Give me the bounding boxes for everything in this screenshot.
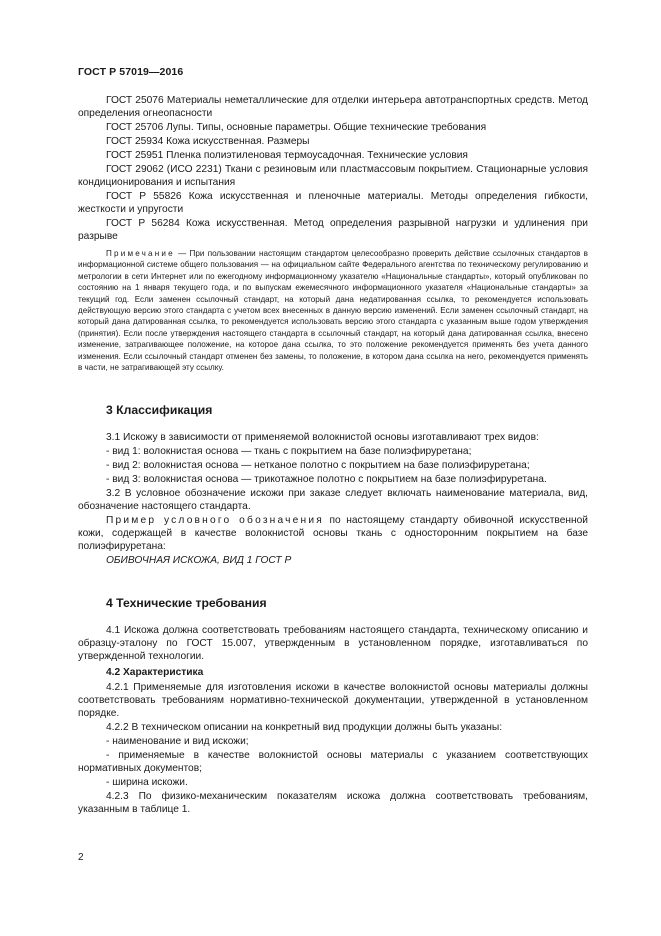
reference-item: ГОСТ 29062 (ИСО 2231) Ткани с резиновым или пластмассовым покрытием. Стационарные условия кондиционирования и испытания bbox=[78, 164, 588, 188]
list-item: - вид 2: волокнистая основа — нетканое полотно с покрытием на базе полиэфируретана; bbox=[106, 460, 530, 472]
page-content bbox=[78, 94, 588, 817]
subsection-4-2-heading: 4.2 Характеристика bbox=[106, 667, 204, 679]
paragraph-3-1: 3.1 Искожу в зависимости от применяемой волокнистой основы изготавливают трех видов: bbox=[106, 432, 539, 444]
reference-item: ГОСТ 25076 Материалы неметаллические для отделки интерьера автотранспортных средств. Метод определения огнеопасности bbox=[78, 95, 588, 119]
note-paragraph bbox=[78, 248, 588, 373]
reference-item: ГОСТ 25951 Пленка полиэтиленовая термоусадочная. Технические условия bbox=[106, 150, 468, 161]
reference-item: ГОСТ 25934 Кожа искусственная. Размеры bbox=[106, 136, 310, 147]
reference-item: ГОСТ Р 55826 Кожа искусственная и пленочные материалы. Методы определения гибкости, жесткости и упругости bbox=[78, 191, 588, 215]
list-item: - вид 1: волокнистая основа — ткань с покрытием на базе полиэфируретана; bbox=[106, 446, 472, 458]
document-header: ГОСТ Р 57019—2016 bbox=[78, 66, 184, 78]
paragraph-4-2-1: 4.2.1 Применяемые для изготовления искожи в качестве волокнистой основы материалы должны соответствовать требованиям нормативно-технической документации, утвержденной в установленном порядке. bbox=[78, 682, 588, 720]
section-3-heading: 3 Классификация bbox=[106, 403, 213, 418]
paragraph-3-2: 3.2 В условное обозначение искожи при заказе следует включать наименование материала, вид, обозначение настоящего стандарта. bbox=[78, 488, 588, 513]
note-text: — При пользовании настоящим стандартом целесообразно проверить действие ссылочных стандартов в информационной системе общего пользования — на официальном сайте Федерального агентства по техническому регулированию и метрологии в сети Интернет или по ежегодному информационному указателю «Национальные стандарты», который опубликован по состоянию на 1 января текущего года, и по выпускам ежемесячного информационного указателя «Национальные стандарты» за текущий год. Если заменен ссылочный стандарт, на который дана недатированная ссылка, то рекомендуется использовать действующую версию этого стандарта с учетом всех внесенных в данную версию изменений. Если заменен ссылочный стандарт, на который дана датированная ссылка, то рекомендуется использовать версию этого стандарта с указанным выше годом утверждения (принятия). Если после утверждения настоящего стандарта в ссылочный стандарт, на который дана датированная ссылка, внесено изменение, затрагивающее положение, на которое дана ссылка, то это положение рекомендуется применять без учета данного изменения. Если ссылочный стандарт отменен без замены, то положение, в котором дана ссылка на него, рекомендуется применять в части, не затрагивающей эту ссылку. bbox=[78, 249, 588, 373]
list-item: - вид 3: волокнистая основа — трикотажное полотно с покрытием на базе полиэфируретана. bbox=[106, 474, 547, 486]
paragraph-4-2-2: 4.2.2 В техническом описании на конкретный вид продукции должны быть указаны: bbox=[106, 722, 503, 734]
example-text: по настоящему стандарту обивочной искусственной кожи, содержащей в качестве волокнистой основы ткань с односторонним покрытием на базе полиэфируретана: bbox=[78, 515, 588, 553]
example-label: Пример условного обозначения bbox=[106, 515, 324, 527]
list-item: - ширина искожи. bbox=[106, 777, 188, 789]
list-item: - применяемые в качестве волокнистой основы материалы с указанием соответствующих нормативных документов; bbox=[78, 750, 588, 775]
reference-item: ГОСТ 25706 Лупы. Типы, основные параметры. Общие технические требования bbox=[106, 122, 487, 133]
reference-item: ГОСТ Р 56284 Кожа искусственная. Метод определения разрывной нагрузки и удлинения при разрыве bbox=[78, 218, 588, 242]
paragraph-4-1: 4.1 Искожа должна соответствовать требованиям настоящего стандарта, техническому описанию и образцу-эталону по ГОСТ 15.007, утвержденным в установленном порядке, изготавливаться по утвержденной технологии. bbox=[78, 625, 588, 663]
paragraph-4-2-3: 4.2.3 По физико-механическим показателям искожа должна соответствовать требованиям, указанным в таблице 1. bbox=[78, 791, 588, 816]
references-list bbox=[78, 94, 588, 243]
example-paragraph bbox=[78, 514, 588, 553]
section-4-heading: 4 Технические требования bbox=[106, 596, 267, 611]
note-label: Примечание bbox=[106, 249, 175, 258]
list-item: - наименование и вид искожи; bbox=[106, 736, 249, 748]
example-designation: ОБИВОЧНАЯ ИСКОЖА, ВИД 1 ГОСТ Р bbox=[106, 555, 292, 567]
page-number: 2 bbox=[78, 852, 84, 863]
